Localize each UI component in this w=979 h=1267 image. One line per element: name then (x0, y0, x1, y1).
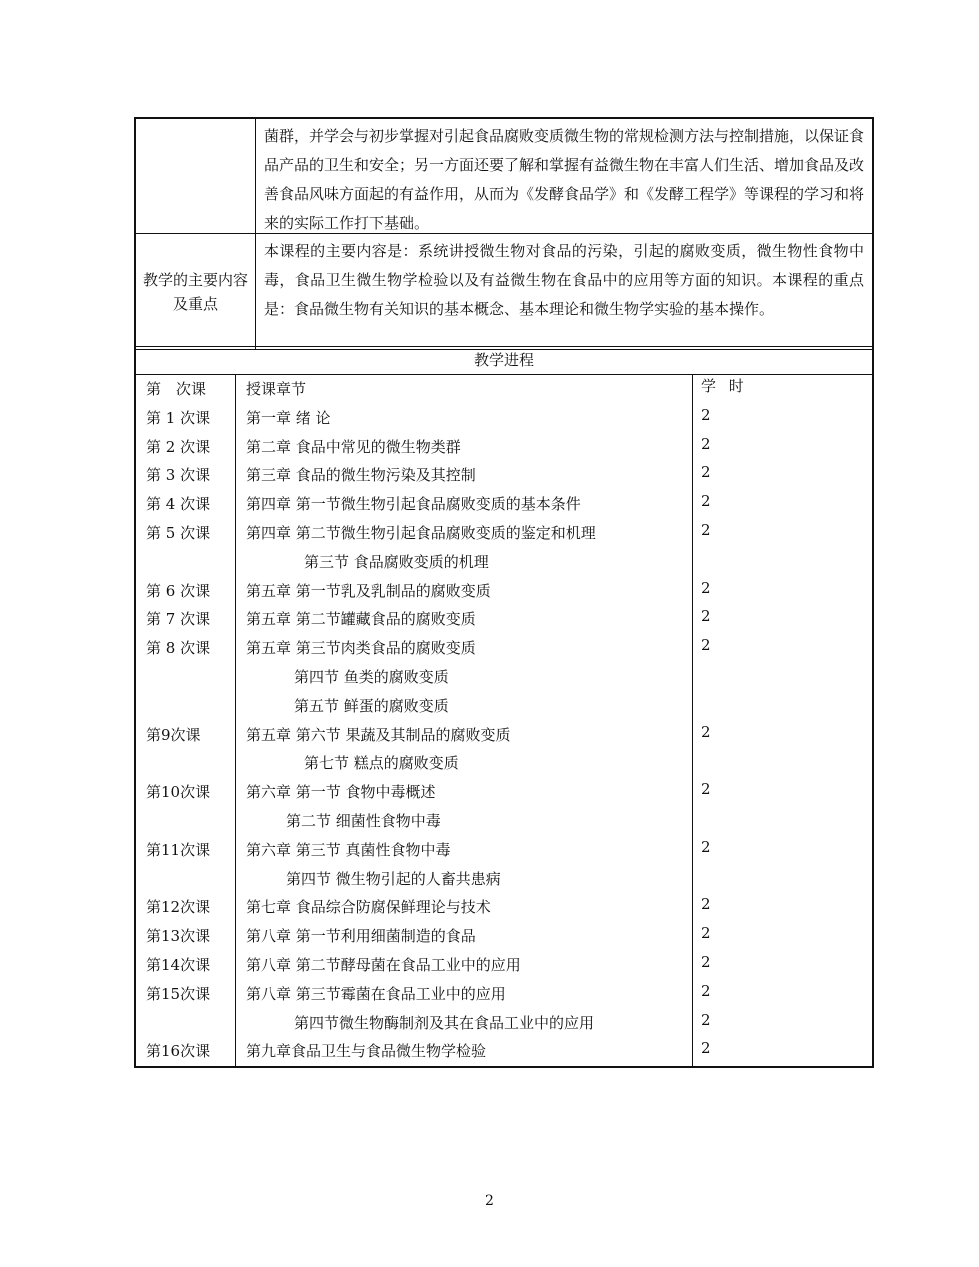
hours-cell: 2 (701, 607, 711, 626)
chapter-cell: 第五章 第三节肉类食品的腐败变质 (246, 639, 476, 658)
lesson-cell: 第11次课 (146, 840, 211, 859)
lesson-cell (136, 865, 235, 894)
intro-text: 菌群，并学会与初步掌握对引起食品腐败变质微生物的常规检测方法与控制措施，以保证食品产品的卫生和安全；另一方面还要了解和掌握有益微生物在丰富人们生活、增加食品及改善食品风味方面起的有益作用，从而为《发酵食品学》和《发酵工程学》等课程的学习和将来的实际工作打下基础。 (264, 127, 865, 232)
hours-cell: 2 (701, 434, 711, 453)
chapter-cell: 第八章 第二节酵母菌在食品工业中的应用 (246, 955, 521, 974)
intro-row (136, 119, 872, 234)
chapter-cell: 第四节 鱼类的腐败变质 (294, 667, 449, 686)
chapter-cell: 第六章 第一节 食物中毒概述 (246, 783, 436, 802)
lesson-cell: 第 1 次课 (146, 408, 211, 427)
hours-cell: 2 (701, 636, 711, 655)
chapter-cell: 第四节微生物酶制剂及其在食品工业中的应用 (294, 1013, 595, 1032)
lesson-cell: 第9次课 (146, 725, 201, 744)
teaching-progress-table (134, 346, 874, 1068)
hours-cell: 2 (701, 1010, 711, 1029)
hours-cell: 2 (701, 837, 711, 856)
lesson-cell: 第 4 次课 (146, 495, 211, 514)
lesson-cell: 第14次课 (146, 955, 211, 974)
chapter-column (236, 375, 693, 1066)
hours-cell (693, 548, 872, 577)
chapter-cell: 第六章 第三节 真菌性食物中毒 (246, 840, 451, 859)
chapter-cell: 第五章 第二节罐藏食品的腐败变质 (246, 610, 476, 629)
hours-cell (693, 749, 872, 778)
lesson-cell (136, 663, 235, 692)
lesson-cell: 第15次课 (146, 984, 211, 1003)
lesson-cell: 第 8 次课 (146, 639, 211, 658)
hours-cell: 2 (701, 520, 711, 539)
lesson-cell (136, 1009, 235, 1038)
lesson-column (136, 375, 236, 1066)
lesson-cell: 第 7 次课 (146, 610, 211, 629)
chapter-cell: 第五章 第六节 果蔬及其制品的腐败变质 (246, 725, 511, 744)
page-number: 2 (485, 1193, 494, 1209)
chapter-cell: 第一章 绪 论 (246, 408, 331, 427)
lesson-cell (136, 548, 235, 577)
main-content-label: 教学的主要内容及重点 (136, 234, 256, 349)
hours-cell: 2 (701, 722, 711, 741)
course-info-table (134, 117, 874, 350)
hours-cell (693, 865, 872, 894)
lesson-header: 第 次课 (146, 380, 207, 398)
lesson-cell (136, 749, 235, 778)
chapter-cell: 第七章 食品综合防腐保鲜理论与技术 (246, 898, 491, 917)
lesson-cell: 第 5 次课 (146, 523, 211, 542)
hours-cell: 2 (701, 780, 711, 799)
hours-cell (693, 807, 872, 836)
lesson-cell: 第 2 次课 (146, 437, 211, 456)
hours-cell: 2 (701, 405, 711, 424)
chapter-cell: 第九章食品卫生与食品微生物学检验 (246, 1042, 487, 1061)
chapter-cell: 第二章 食品中常见的微生物类群 (246, 437, 461, 456)
chapter-header: 授课章节 (246, 380, 307, 398)
hours-cell (693, 663, 872, 692)
hours-cell (693, 692, 872, 721)
lesson-cell (136, 692, 235, 721)
lesson-cell: 第 3 次课 (146, 466, 211, 485)
intro-label-cell (136, 119, 256, 233)
chapter-cell: 第四章 第二节微生物引起食品腐败变质的鉴定和机理 (246, 523, 596, 542)
chapter-cell: 第五章 第一节乳及乳制品的腐败变质 (246, 581, 491, 600)
main-content-text: 本课程的主要内容是：系统讲授微生物对食品的污染，引起的腐败变质，微生物性食物中毒，食品卫生微生物学检验以及有益微生物在食品中的应用等方面的知识。本课程的重点是：食品微生物有关知识的基本概念、基本理论和微生物学实验的基本操作。 (264, 242, 864, 318)
main-content-row (136, 234, 872, 350)
lesson-cell: 第12次课 (146, 898, 211, 917)
chapter-cell: 第三章 食品的微生物污染及其控制 (246, 466, 476, 485)
hours-cell: 2 (701, 578, 711, 597)
hours-column (693, 375, 872, 1066)
chapter-cell: 第二节 细菌性食物中毒 (286, 811, 441, 830)
hours-cell: 2 (701, 463, 711, 482)
schedule-grid (136, 375, 872, 1066)
lesson-cell: 第 6 次课 (146, 581, 211, 600)
hours-cell: 2 (701, 1039, 711, 1058)
hours-cell: 2 (701, 981, 711, 1000)
chapter-cell: 第四节 微生物引起的人畜共患病 (286, 869, 501, 888)
lesson-cell: 第13次课 (146, 927, 211, 946)
lesson-cell: 第16次课 (146, 1042, 211, 1061)
chapter-cell: 第八章 第一节利用细菌制造的食品 (246, 927, 476, 946)
chapter-cell: 第四章 第一节微生物引起食品腐败变质的基本条件 (246, 495, 581, 514)
hours-cell: 2 (701, 952, 711, 971)
hours-cell: 2 (701, 924, 711, 943)
progress-title: 教学进程 (136, 347, 872, 375)
chapter-cell: 第七节 糕点的腐败变质 (304, 754, 459, 773)
lesson-cell (136, 807, 235, 836)
lesson-cell: 第10次课 (146, 783, 211, 802)
hours-cell: 2 (701, 895, 711, 914)
hours-header: 学 时 (701, 377, 748, 395)
chapter-cell: 第五节 鲜蛋的腐败变质 (294, 696, 449, 715)
hours-cell: 2 (701, 492, 711, 511)
chapter-cell: 第八章 第三节霉菌在食品工业中的应用 (246, 984, 506, 1003)
chapter-cell: 第三节 食品腐败变质的机理 (304, 552, 489, 571)
